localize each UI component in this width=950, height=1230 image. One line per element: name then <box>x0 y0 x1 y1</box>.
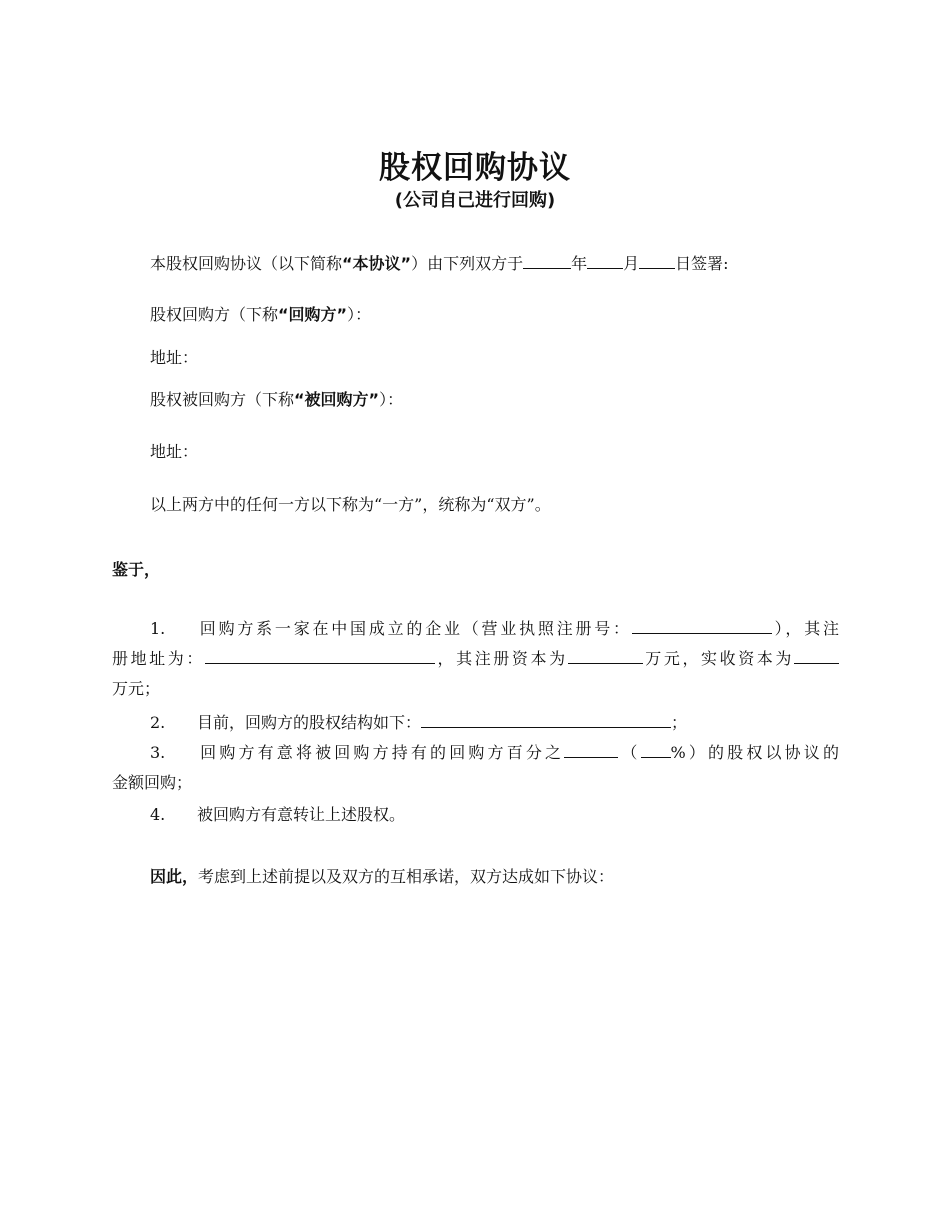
term-agreement: 本协议 <box>352 254 401 273</box>
list-item <box>112 614 839 704</box>
buyer-paragraph: 股权回购方（下称“回购方”）： <box>150 305 372 324</box>
year-blank <box>523 252 571 269</box>
license-number-blank <box>632 617 772 634</box>
day-blank <box>639 252 675 269</box>
seller-address: 地址： <box>150 442 199 461</box>
percent-words-blank <box>564 741 618 758</box>
list-item-line: 2. 目前，回购方的股权结构如下： ； <box>150 713 688 732</box>
list-item-line: 册地址为： ，其注册资本为 万元，实收资本为 <box>112 644 839 674</box>
list-item-line: 3. 回购方有意将被回购方持有的回购方百分之 （ %）的股权以协议的 <box>150 743 839 762</box>
registered-capital-blank <box>568 647 643 664</box>
registered-address-blank <box>205 647 435 664</box>
list-item-line: 万元； <box>112 679 161 698</box>
term-buyer: 回购方 <box>288 305 337 324</box>
list-item-line: 1. 回购方系一家在中国成立的企业（营业执照注册号： ），其注 <box>150 619 839 638</box>
conclusion-paragraph: 因此，考虑到上述前提以及双方的互相承诺，双方达成如下协议： <box>150 867 615 886</box>
list-item-line: 4. 被回购方有意转让上述股权。 <box>150 805 406 824</box>
paid-capital-blank <box>794 647 839 664</box>
document-title: 股权回购协议 <box>379 150 571 186</box>
list-item <box>112 738 839 798</box>
parties-note: 以上两方中的任何一方以下称为“一方”，统称为“双方”。 <box>150 495 551 514</box>
month-blank <box>587 252 623 269</box>
document-subtitle: (公司自己进行回购) <box>394 190 556 211</box>
list-item <box>112 708 839 738</box>
whereas-heading: 鉴于， <box>112 560 161 579</box>
term-seller: 被回购方 <box>304 390 369 409</box>
list-item-line: 金额回购； <box>112 773 193 792</box>
buyer-address: 地址： <box>150 348 199 367</box>
percent-number-blank <box>641 741 671 758</box>
list-item <box>112 800 839 830</box>
intro-paragraph: 本股权回购协议（以下简称“本协议”）由下列双方于 年 月 日签署: <box>150 254 729 273</box>
seller-paragraph: 股权被回购方（下称“被回购方”）： <box>150 390 404 409</box>
equity-structure-blank <box>421 711 671 728</box>
